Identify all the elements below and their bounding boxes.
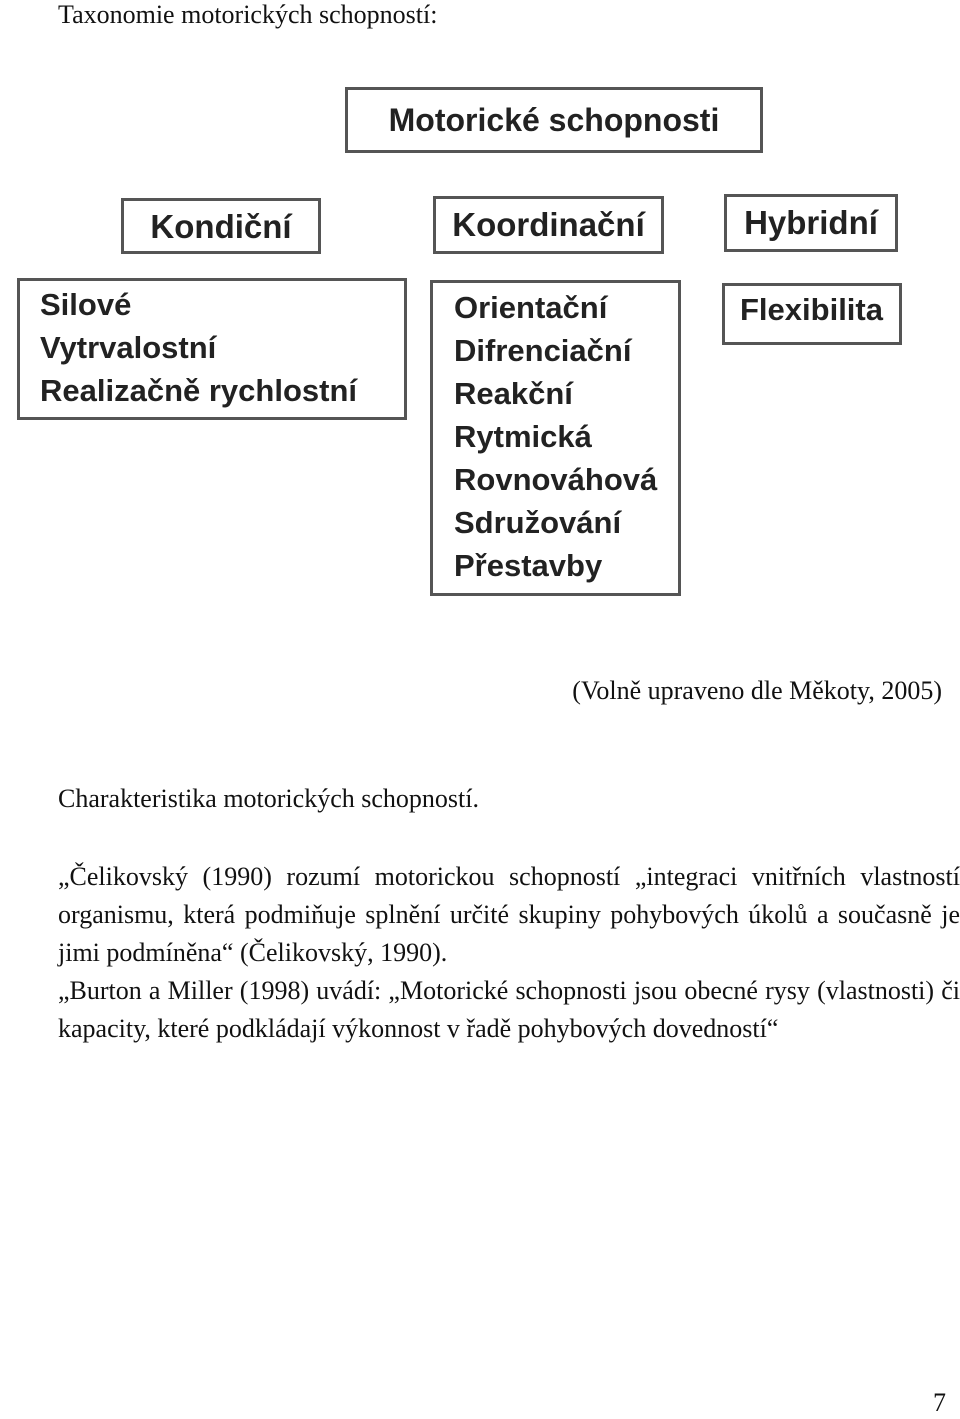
- ability-item: Flexibilita: [740, 292, 883, 327]
- section-heading-characteristics: Charakteristika motorických schopností.: [58, 784, 479, 813]
- category-label: Koordinační: [452, 206, 645, 243]
- ability-item: Reakční: [454, 376, 573, 411]
- ability-item: Rytmická: [454, 419, 592, 454]
- category-label: Hybridní: [744, 204, 878, 241]
- page-number: 7: [933, 1388, 946, 1417]
- ability-item: Orientační: [454, 290, 608, 325]
- category-box-hybridni: [724, 194, 898, 252]
- diagram-citation: (Volně upraveno dle Měkoty, 2005): [572, 676, 942, 705]
- paragraph-celikovsky: „Čelikovský (1990) rozumí motorickou schopností „integraci vnitřních vlastností organismu, která podmiňuje splnění určité skupiny pohybových úkolů a současně je jimi podmíněna“ (Čelikovský, 1990).: [58, 862, 960, 967]
- ability-item: Přestavby: [454, 548, 603, 583]
- category-box-kondicni: [121, 198, 321, 254]
- paragraph-burton-miller: „Burton a Miller (1998) uvádí: „Motorické schopnosti jsou obecné rysy (vlastnosti) či kapacity, které podkládají výkonnost v řadě pohybových dovedností“: [58, 976, 960, 1043]
- ability-item: Realizačně rychlostní: [40, 373, 358, 408]
- ability-list-koordinacni: [430, 280, 681, 596]
- diagram-root-label: Motorické schopnosti: [388, 102, 720, 138]
- category-box-koordinacni: [433, 196, 664, 254]
- diagram-root-box: [345, 87, 763, 153]
- ability-item: Difrenciační: [454, 333, 632, 368]
- ability-item: Rovnováhová: [454, 462, 658, 497]
- ability-item: Silové: [40, 287, 132, 322]
- body-text: [58, 858, 960, 1048]
- ability-item: Sdružování: [454, 505, 622, 540]
- ability-list-kondicni: [17, 278, 407, 420]
- section-heading-taxonomy: Taxonomie motorických schopností:: [58, 0, 438, 29]
- ability-list-hybridni: [722, 283, 902, 345]
- category-label: Kondiční: [150, 208, 292, 245]
- ability-item: Vytrvalostní: [40, 330, 217, 365]
